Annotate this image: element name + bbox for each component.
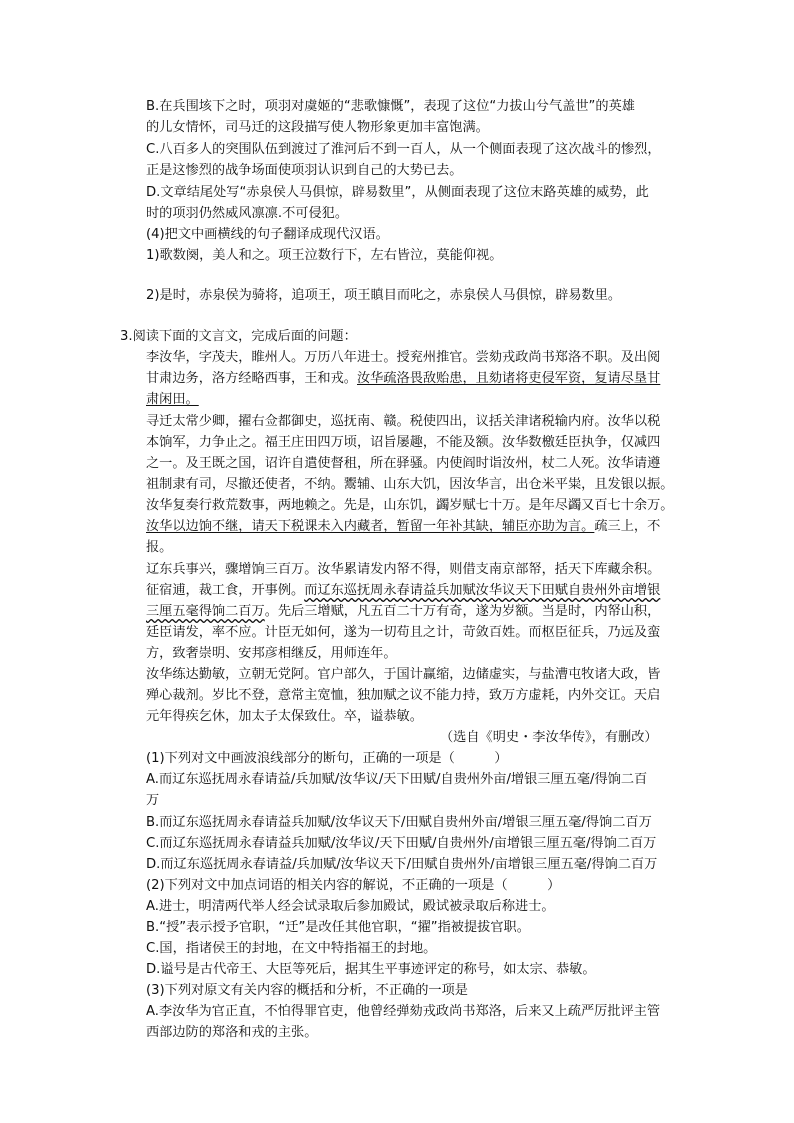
underlined-sentence: 汝华以边饷不继，请天下税课未入内藏者，暂留一年补其缺，辅臣亦助为言。	[146, 519, 595, 534]
q3-option-a-line-1: A.李汝华为官正直，不怕得罪官吏，他曾经弹劾戎政尚书郑洛，后来又上疏严厉批评主管	[146, 1004, 661, 1019]
q1-option-b: B.而辽东巡抚周永春请益兵加赋/汝华议天下/田赋自贵州外亩/增银三厘五毫/得饷二百万	[146, 815, 652, 830]
q2-option-c: C.国，指诸侯王的封地，在文中特指福王的封地。	[146, 941, 437, 956]
q2-option-a: A.进士，明清两代举人经会试录取后参加殿试，殿试被录取后称进士。	[146, 899, 555, 914]
q1-option-c: C.而辽东巡抚周永春请益兵加赋/汝华议/天下田赋/自贵州外/亩增银三厘五毫/得饷二百万	[146, 836, 657, 851]
passage-p3-line-5: 方，致奢崇明、安邦彦相继反，用师连年。	[146, 646, 397, 661]
q1-option-a-line-1: A.而辽东巡抚周永春请益/兵加赋/汝华议/天下田赋/自贵州外亩/增银三厘五毫/得饷二百	[146, 772, 648, 787]
passage-p2-line-7: 报。	[146, 540, 173, 555]
passage-p2-line-3: 之一。及王既之国，诏许自遣使督租，所在驿骚。内使阎时诣汝州，杖二人死。汝华请遵	[146, 456, 661, 471]
q1-option-a-line-2: 万	[146, 793, 160, 808]
translate-sentence-2: 2)是时，赤泉侯为骑将，追项王，项王瞋目而叱之，赤泉侯人马俱惊，辟易数里。	[146, 288, 622, 303]
option-d-line-2: 时的项羽仍然威风凛凛.不可侵犯。	[146, 206, 349, 221]
passage-text: 甘肃边务，洛方经略西事，王和戎。	[146, 371, 357, 386]
q2-option-b: B.“授”表示授予官职，“迁”是改任其他官职，“擢”指被提拔官职。	[146, 920, 530, 935]
passage-text: 征宿逋，裁工食，开事例。	[146, 583, 305, 598]
passage-p2-line-6	[146, 517, 706, 536]
translate-question: (4)把文中画横线的句子翻译成现代汉语。	[146, 227, 389, 242]
q3-stem: (3)下列对原文有关内容的概括和分析，不正确的一项是	[146, 983, 468, 998]
option-b-line-1: B.在兵围垓下之时，项羽对虞姬的“悲歌慷慨”，表现了这位“力拔山兮气盖世”的英雄	[146, 99, 635, 114]
passage-p1-line-3	[146, 390, 706, 409]
question-3-title: 3.阅读下面的文言文，完成后面的问题：	[120, 329, 357, 344]
passage-p2-line-5: 汝华复奏行救荒数事，两地赖之。先是，山东饥，蠲岁赋七十万。是年尽蠲又百七十余万。	[146, 498, 674, 513]
option-d-line-1: D.文章结尾处写“赤泉侯人马俱惊，辟易数里”，从侧面表现了这位末路英雄的威势，此	[146, 185, 649, 200]
passage-p3-line-1: 辽东兵事兴，骤增饷三百万。汝华累请发内帑不得，则借支南京部帑，括天下库藏余积。	[146, 562, 661, 577]
option-c-line-1: C.八百多人的突围队伍到渡过了淮河后不到一百人，从一个侧面表现了这次战斗的惨烈，	[146, 142, 661, 157]
q2-stem: (2)下列对文中加点词语的相关内容的解说，不正确的一项是（ ）	[146, 878, 561, 893]
passage-p1-line-1: 李汝华，字茂夫，睢州人。万历八年进士。授兖州推官。尝劾戎政尚书郑洛不职。及出阅	[146, 350, 661, 365]
wavy-underlined-sentence: 三厘五毫得饷二百万	[146, 604, 265, 619]
passage-p1-line-2	[146, 369, 706, 388]
passage-text: 疏三上，不	[594, 519, 661, 534]
passage-p3-line-2	[146, 581, 706, 600]
q1-stem: (1)下列对文中画波浪线部分的断句，正确的一项是（ ）	[146, 751, 508, 766]
wavy-underlined-sentence: 而辽东巡抚周永春请益兵加赋汝华议天下田赋自贵州外亩增银	[304, 583, 661, 598]
option-b-line-2: 的儿女情怀，司马迁的这段描写使人物形象更加丰富饱满。	[146, 120, 489, 135]
q3-option-a-line-2: 西部边防的郑洛和戎的主张。	[146, 1025, 318, 1040]
translate-sentence-1: 1)歌数阕，美人和之。项王泣数行下，左右皆泣，莫能仰视。	[146, 248, 503, 263]
passage-p2-line-4: 祖制隶有司，尽撤还使者，不纳。鬻辅、山东大饥，因汝华言，出仓米平粜，且发银以振。	[146, 477, 674, 492]
option-c-line-2: 正是这惨烈的战争场面使项羽认识到自己的大势已去。	[146, 163, 463, 178]
q1-option-d: D.而辽东巡抚周永春请益/兵加赋/汝华议天下/田赋自贵州外/亩增银三厘五毫/得饷二百万	[146, 857, 658, 872]
passage-p4-line-1: 汝华练达勤敏，立朝无党阿。官户部久，于国计赢缩，边储虚实，与盐漕屯牧诸大政，皆	[146, 667, 661, 682]
passage-p2-line-2: 本饷军，力争止之。福王庄田四万顷，诏旨屡趣，不能及额。汝华数檄廷臣执争，仅减四	[146, 435, 661, 450]
underlined-sentence: 汝华疏洛畏敌贻患，且劾诸将吏侵军资，复请尽垦甘	[357, 371, 661, 386]
q2-option-d: D.谥号是古代帝王、大臣等死后，据其生平事迹评定的称号，如太宗、恭敏。	[146, 962, 596, 977]
underlined-sentence: 肃闲田。	[146, 392, 199, 407]
passage-text: 。先后三增赋，凡五百二十万有奇，遂为岁额。当是时，内帑山积，	[264, 604, 661, 619]
passage-p3-line-3	[146, 602, 706, 621]
passage-p4-line-2: 殚心裁剂。岁比不登，意常主宽恤，独加赋之议不能力持，致万方虚耗，内外交讧。天启	[146, 688, 661, 703]
passage-p3-line-4: 廷臣请发，率不应。计臣无如何，遂为一切苟且之计，苛敛百姓。而枢臣征兵，乃远及蛮	[146, 625, 661, 640]
passage-source: （选自《明史・李汝华传》，有删改）	[440, 730, 658, 745]
passage-p4-line-3: 元年得疾乞休，加太子太保致仕。卒，谥恭敏。	[146, 709, 423, 724]
passage-p2-line-1: 寻迁太常少卿，擢右佥都御史，巡抚南、赣。税使四出，议括关津诸税输内府。汝华以税	[146, 414, 661, 429]
